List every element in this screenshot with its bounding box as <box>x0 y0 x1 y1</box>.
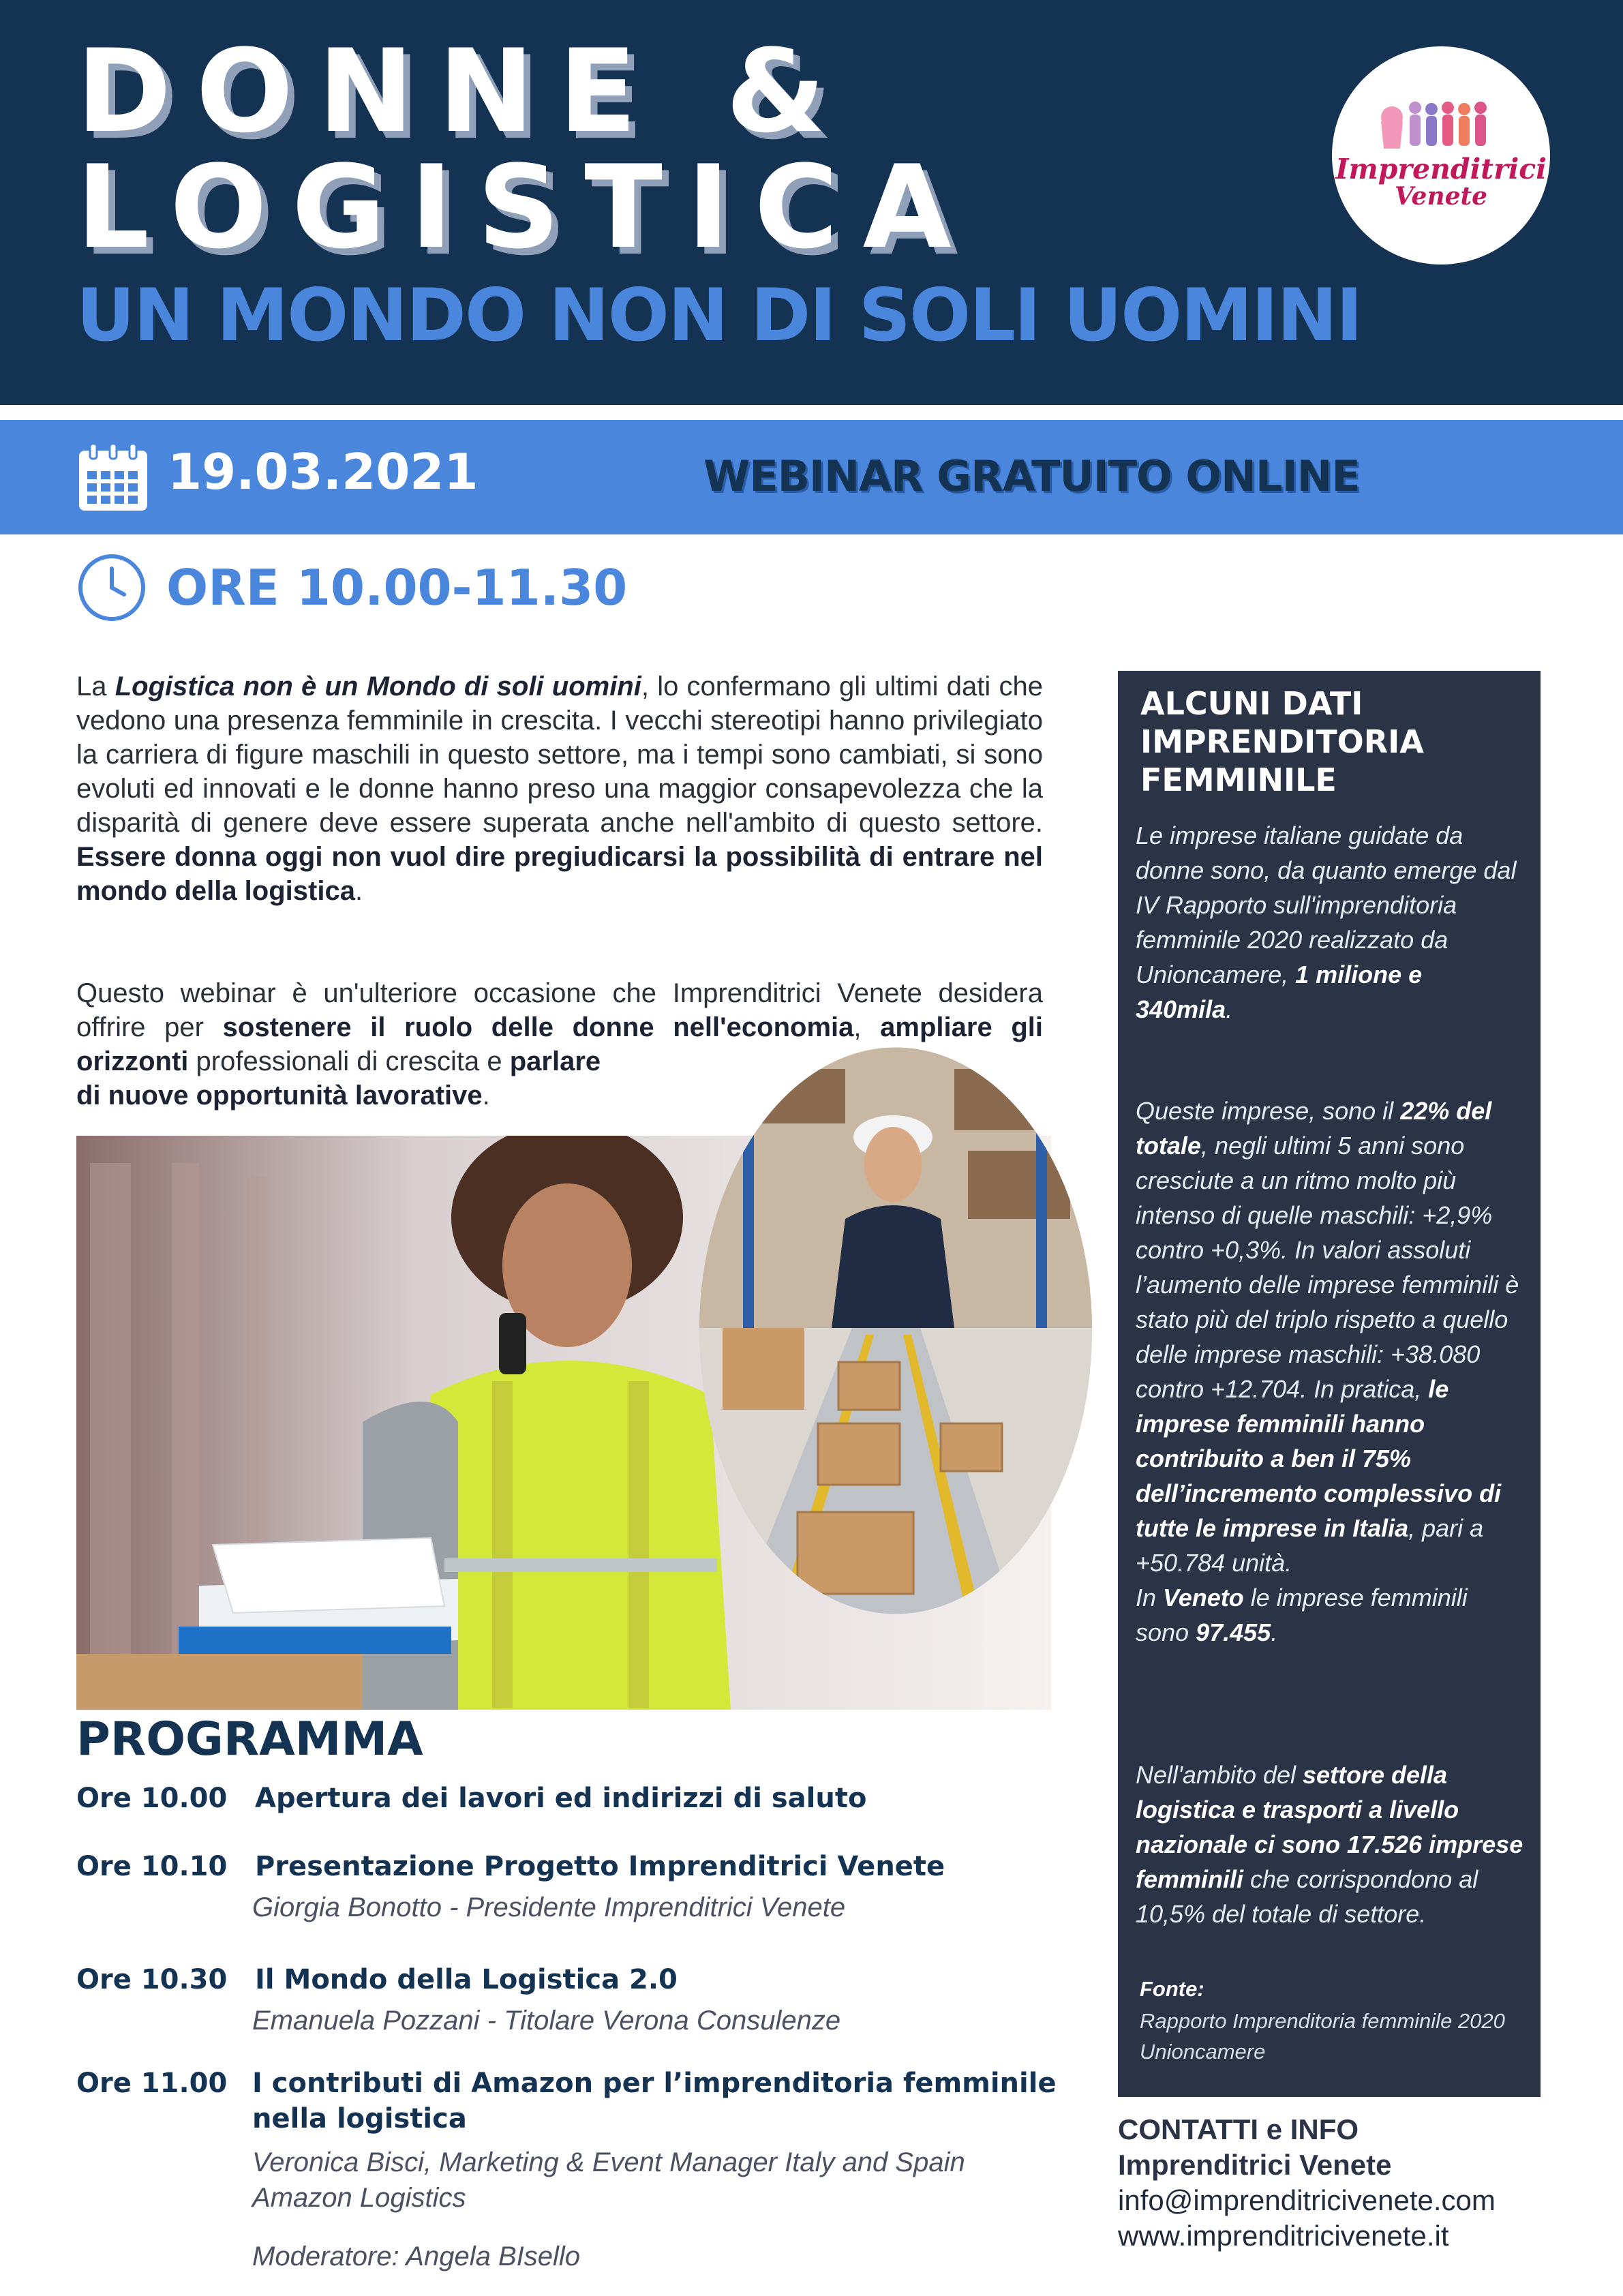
program-title: Apertura dei lavori ed indirizzi di saluto <box>255 1783 867 1814</box>
contacts-org: Imprenditrici Venete <box>1118 2149 1392 2181</box>
clock-icon <box>76 552 147 623</box>
program-time: Ore 10.30 <box>76 1964 228 1995</box>
contacts-email-link[interactable]: info@imprenditricivenete.com <box>1118 2184 1496 2216</box>
program-time: Ore 10.00 <box>76 1783 228 1814</box>
program-title-line-1: I contributi di Amazon per l’imprenditoria femminile <box>252 2068 1057 2099</box>
title-line-1: DONNE & <box>76 25 851 158</box>
programma-title: PROGRAMMA <box>76 1712 423 1766</box>
program-title-line-2: nella logistica <box>252 2103 467 2134</box>
title-line-2: LOGISTICA <box>76 140 976 274</box>
intro-paragraph-2: Questo webinar è un'ulteriore occasione che Imprenditrici Venete desidera offrire per sostenere il ruolo delle donne nell'economia, ampliare gli orizzonti professionali di crescita e parlare di nuove opportunità lavorative. <box>76 978 1044 1111</box>
event-info-bar <box>0 420 1623 534</box>
imprenditrici-venete-logo[interactable] <box>1332 46 1550 265</box>
program-speaker-line-1: Veronica Bisci, Marketing & Event Manager Italy and Spain <box>252 2147 965 2177</box>
contacts-title: CONTATTI e INFO <box>1118 2113 1359 2145</box>
program-title: Presentazione Progetto Imprenditrici Venete <box>255 1851 945 1882</box>
program-speaker: Giorgia Bonotto - Presidente Imprenditrici Venete <box>252 1892 846 1922</box>
calendar-icon <box>76 442 150 513</box>
program-title: Il Mondo della Logistica 2.0 <box>255 1964 678 1995</box>
source-label: Fonte: <box>1140 1977 1204 2001</box>
program-time: Ore 11.00 <box>76 2068 228 2099</box>
event-time: ORE 10.00-11.30 <box>166 559 628 616</box>
sidebar-paragraph-1: Le imprese italiane guidate da donne sono, da quanto emerge dal IV Rapporto sull'imprenditoria femminile 2020 realizzato da Unioncamere, 1 milione e 340mila. <box>1136 821 1517 1023</box>
contacts-website-link[interactable]: www.imprenditricivenete.it <box>1118 2220 1449 2252</box>
sidebar-paragraph-3: Nell'ambito del settore della logistica e trasporti a livello nazionale ci sono 17.526 imprese femminili che corrispondono al 10,5% del totale di settore. <box>1136 1761 1523 1928</box>
intro-paragraph-1: La Logistica non è un Mondo di soli uomini, lo confermano gli ultimi dati che vedono una presenza femminile in crescita. I vecchi stereotipi hanno privilegiato la carriera di figure maschili in questo settore, ma i tempi sono cambiati, si sono evoluti ed innovati e le donne hanno preso una maggior consapevolezza che la disparità di genere deve essere superata anche nell'ambito di questo settore. Essere donna oggi non vuol dire pregiudicarsi la possibilità di entrare nel mondo della logistica. <box>76 671 1043 906</box>
program-speaker-line-2: Amazon Logistics <box>252 2183 466 2213</box>
event-date: 19.03.2021 <box>168 443 479 500</box>
stats-sidebar <box>1118 671 1541 2097</box>
program-time: Ore 10.10 <box>76 1851 228 1882</box>
contacts-block <box>1118 2112 1554 2254</box>
sidebar-paragraph-2: Queste imprese, sono il 22% del totale, negli ultimi 5 anni sono cresciute a un ritmo molto più intenso di quelle maschili: +2,9% contro +0,3%. In valori assoluti l’aumento delle imprese femminili è stato più del triplo rispetto a quello delle imprese maschili: +38.080 contro +12.704. In pratica, le imprese femminili hanno contribuito a ben il 75% dell’incremento complessivo di tutte le imprese in Italia, pari a +50.784 unità. In Veneto le imprese femminili sono 97.455. <box>1136 1097 1519 1646</box>
program-speaker: Emanuela Pozzani - Titolare Verona Consulenze <box>252 2006 841 2036</box>
webinar-label: WEBINAR GRATUITO ONLINE <box>703 451 1360 501</box>
source-text: Rapporto Imprenditoria femminile 2020 Unioncamere <box>1140 2009 1505 2064</box>
header-banner <box>0 0 1623 405</box>
sidebar-title: ALCUNI DATI IMPRENDITORIA FEMMINILE <box>1140 685 1424 798</box>
subtitle: UN MONDO NON DI SOLI UOMINI <box>76 273 1362 357</box>
moderator: Moderatore: Angela BIsello <box>252 2241 581 2271</box>
logo-text: Imprenditrici Venete <box>1335 153 1547 211</box>
